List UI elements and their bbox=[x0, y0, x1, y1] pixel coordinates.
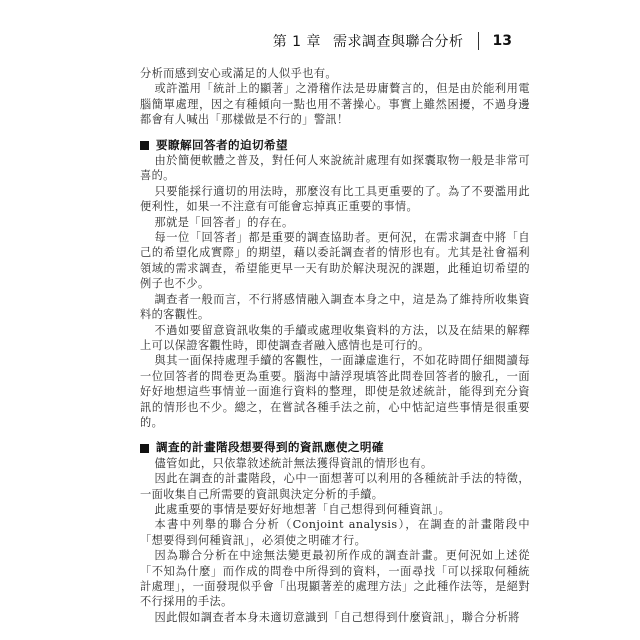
paragraph: 調查者一般而言，不行將感情融入調查本身之中，這是為了維持所收集資料的客觀性。 bbox=[140, 292, 530, 322]
page-number: 13 bbox=[492, 33, 512, 49]
paragraph: 與其一面保持處理手續的客觀性，一面謙虛進行，不如花時間仔細閱讀每一位回答者的問卷更為重要。腦海中請浮現填答此問卷回答者的臉孔，一面好好地想這些事情並一面進行資料的整理，即使是敘述統計，能得到充分資訊的情形也不少。總之，在嘗試各種手法之前，心中惦記這些事情是很重要的。 bbox=[140, 354, 530, 429]
paragraph: 此處重要的事情是要好好地想著「自己想得到何種資訊」。 bbox=[154, 502, 451, 516]
paragraph: 因為聯合分析在中途無法變更最初所作成的調查計畫。更何況如上述從「不知為什麼」而作成的問卷中所得到的資料，一面尋找「可以採取何種統計處理」，一面發現似乎會「出現顯著差的處理方法」之此種作法等，是絕對不行採用的手法。 bbox=[140, 549, 530, 609]
paragraph: 由於簡便軟體之普及，對任何人來說統計處理有如探囊取物一般是非常可喜的。 bbox=[140, 154, 530, 183]
paragraph: 因此假如調查者本身未適切意識到「自己想得到什麼資訊」，聯合分析將 bbox=[154, 610, 520, 624]
paragraph: 每一位「回答者」都是重要的調查協助者。更何況，在需求調查中將「自己的希望化成實際」的期望，藉以委託調查者的情形也有。尤其是社會福利領域的需求調查，希望能更早一天有助於解決現況的課題，此種迫切希望的例子也不少。 bbox=[140, 231, 530, 291]
running-header bbox=[273, 30, 512, 52]
paragraph: 那就是「回答者」的存在。 bbox=[154, 215, 294, 229]
section-heading-2 bbox=[140, 440, 530, 455]
header-divider bbox=[478, 32, 479, 50]
paragraph: 儘管如此，只依靠敘述統計無法獲得資訊的情形也有。 bbox=[154, 456, 433, 470]
square-bullet-icon bbox=[140, 444, 149, 453]
paragraph: 只要能採行適切的用法時，那麼沒有比工具更重要的了。為了不要濫用此便利性，如果一不注意有可能會忘掉真正重要的事情。 bbox=[140, 184, 530, 214]
paragraph: 不過如要留意資訊收集的手續或處理收集資料的方法，以及在結果的解釋上可以保證客觀性時，即使調查者融入感情也是可行的。 bbox=[140, 323, 530, 352]
chapter-title: 需求調查與聯合分析 bbox=[333, 34, 464, 50]
section-heading-text: 調查的計畫階段想要得到的資訊應使之明確 bbox=[156, 440, 384, 455]
section-heading-1 bbox=[140, 138, 530, 153]
paragraph: 因此在調查的計畫階段，心中一面想著可以利用的各種統計手法的特徵，一面收集自己所需要的資訊與決定分析的手續。 bbox=[140, 472, 530, 501]
section-heading-text: 要瞭解回答者的迫切希望 bbox=[156, 137, 288, 152]
chapter-label: 第 1 章 bbox=[272, 34, 322, 50]
paragraph: 或許濫用「統計上的顯著」之滑稽作法是毋庸贅言的，但是由於能利用電腦簡單處理，因之有種傾向一點也用不著操心。事實上雖然困擾，不過身邊都會有人喊出「那樣做是不行的」警訊！ bbox=[140, 82, 530, 127]
square-bullet-icon bbox=[140, 141, 149, 150]
paragraph: 分析而感到安心或滿足的人似乎也有。 bbox=[140, 67, 337, 80]
body-text bbox=[140, 66, 530, 625]
paragraph: 本書中列舉的聯合分析（Conjoint analysis），在調查的計畫階段中「想要得到何種資訊」，必須使之明確才行。 bbox=[140, 518, 530, 547]
